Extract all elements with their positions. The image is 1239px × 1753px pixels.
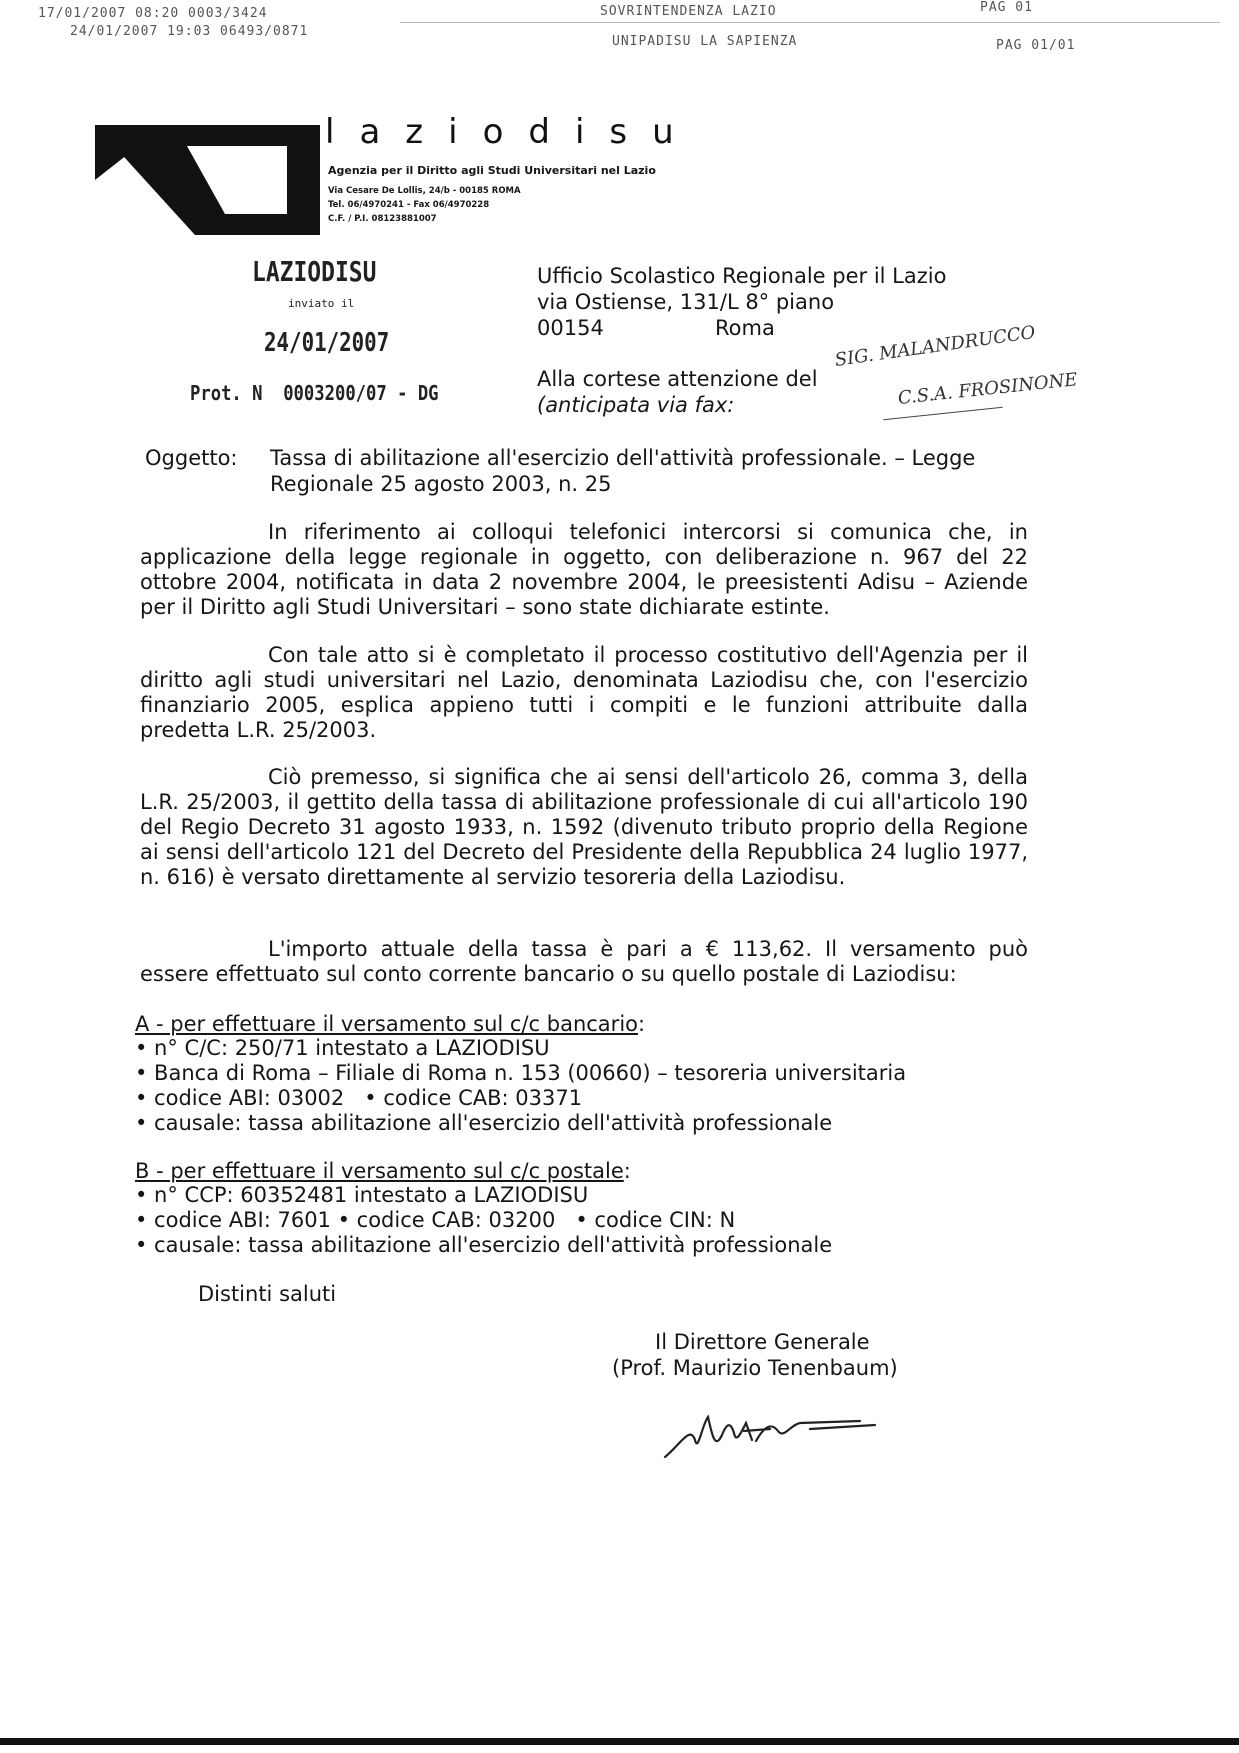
list-item: • n° C/C: 250/71 intestato a LAZIODISU [135, 1036, 550, 1060]
section-a-title-colon: : [638, 1012, 646, 1036]
agency-name: Agenzia per il Diritto agli Studi Universitari nel Lazio [328, 164, 656, 177]
list-item: • Banca di Roma – Filiale di Roma n. 153 (00660) – tesoreria universitaria [135, 1061, 907, 1085]
stamp-protocol: Prot. N 0003200/07 - DG [190, 381, 439, 405]
signature [660, 1395, 890, 1470]
stamp-name: LAZIODISU [252, 255, 377, 288]
list-item: • causale: tassa abilitazione all'esercizio dell'attività professionale [135, 1233, 833, 1257]
fax-header-left-1: 17/01/2007 08:20 0003/3424 [38, 6, 268, 21]
body-paragraph-3: Ciò premesso, si significa che ai sensi dell'articolo 26, comma 3, della L.R. 25/2003, il gettito della tassa di abilitazione professionale di cui all'articolo 190 del Regio Decreto 31 agosto 1933, n. 1592 (divenuto tributo proprio della Regione ai sensi dell'articolo 121 del Decreto del Presidente della Repubblica 24 luglio 1977, n. 616) è versato direttamente al servizio tesoreria della Laziodisu. [140, 765, 1028, 889]
fax-header-center-1: SOVRINTENDENZA LAZIO [600, 4, 777, 19]
agency-phone: Tel. 06/4970241 - Fax 06/4970228 [328, 200, 490, 210]
brand-wordmark: laziodisu [325, 112, 699, 152]
subject-line-2: Regionale 25 agosto 2003, n. 25 [270, 472, 612, 496]
fax-header-divider [400, 22, 1220, 23]
section-b-title [135, 1159, 631, 1184]
recipient-attention: Alla cortese attenzione del [537, 367, 818, 391]
recipient-postcode: 00154 [537, 316, 604, 340]
section-b-list [135, 1183, 832, 1258]
fax-bottom-bar [0, 1738, 1239, 1745]
subject-line-1: Tassa di abilitazione all'esercizio dell'attività professionale. – Legge [270, 446, 976, 470]
body-paragraph-4: L'importo attuale della tassa è pari a € 113,62. Il versamento può essere effettuato sul conto corrente bancario o su quello postale di Laziodisu: [140, 937, 1028, 986]
stamp-sent-label: inviato il [288, 297, 355, 310]
list-item: • causale: tassa abilitazione all'esercizio dell'attività professionale [135, 1111, 833, 1135]
fax-header-left-2: 24/01/2007 19:03 06493/0871 [70, 24, 309, 39]
handwritten-recipient-office: C.S.A. FROSINONE [896, 369, 1079, 409]
recipient-office: Ufficio Scolastico Regionale per il Lazio [537, 264, 947, 288]
section-a-title [135, 1012, 645, 1037]
list-item: • n° CCP: 60352481 intestato a LAZIODISU [135, 1183, 589, 1207]
recipient-street: via Ostiense, 131/L 8° piano [537, 290, 835, 314]
stamp-date: 24/01/2007 [264, 328, 390, 358]
signatory-title: Il Direttore Generale [655, 1330, 870, 1354]
recipient-fax-note: (anticipata via fax: [537, 393, 735, 417]
body-paragraph-2: Con tale atto si è completato il processo costitutivo dell'Agenzia per il diritto agli studi universitari nel Lazio, denominata Laziodisu che, con l'esercizio finanziario 2005, esplica appieno tutti i compiti e le funzioni attribuite dalla predetta L.R. 25/2003. [140, 643, 1028, 742]
list-item: • codice ABI: 03002 • codice CAB: 03371 [135, 1086, 583, 1110]
section-a-title-text: A - per effettuare il versamento sul c/c bancario [135, 1012, 638, 1036]
section-b-title-text: B - per effettuare il versamento sul c/c postale [135, 1159, 624, 1183]
agency-address: Via Cesare De Lollis, 24/b - 00185 ROMA [328, 186, 521, 196]
laziodisu-logo [95, 110, 320, 235]
fax-header-right-1: PAG 01 [980, 0, 1033, 15]
section-b-title-colon: : [623, 1159, 631, 1183]
subject-label: Oggetto: [145, 446, 238, 470]
agency-tax-code: C.F. / P.I. 08123881007 [328, 214, 437, 224]
closing-greeting: Distinti saluti [198, 1282, 337, 1306]
fax-header-center-2: UNIPADISU LA SAPIENZA [612, 34, 798, 49]
fax-header-right-2: PAG 01/01 [996, 38, 1076, 53]
body-paragraph-1: In riferimento ai colloqui telefonici intercorsi si comunica che, in applicazione della legge regionale in oggetto, con deliberazione n. 967 del 22 ottobre 2004, notificata in data 2 novembre 2004, le preesistenti Adisu – Aziende per il Diritto agli Studi Universitari – sono state dichiarate estinte. [140, 520, 1028, 619]
section-a-list [135, 1036, 906, 1136]
handwritten-recipient-name: SIG. MALANDRUCCO [833, 321, 1037, 371]
signatory-name: (Prof. Maurizio Tenenbaum) [612, 1356, 898, 1380]
recipient-city: Roma [715, 316, 775, 340]
list-item: • codice ABI: 7601 • codice CAB: 03200 • codice CIN: N [135, 1208, 736, 1232]
handwritten-underline [883, 407, 1002, 421]
